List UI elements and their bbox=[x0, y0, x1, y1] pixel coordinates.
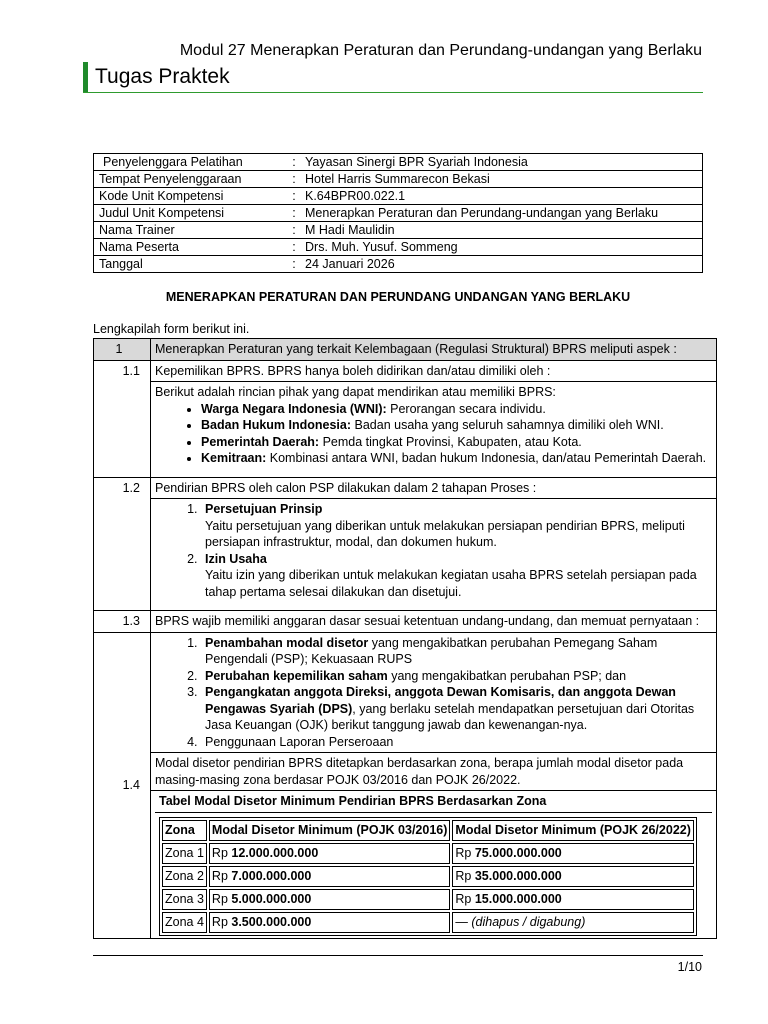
zone-cell: Zona 1 bbox=[162, 843, 207, 864]
table-row bbox=[162, 912, 694, 933]
amount: 5.000.000.000 bbox=[231, 891, 312, 906]
row-number: 1.1 bbox=[94, 360, 151, 477]
answer-cell bbox=[151, 632, 717, 753]
pojk-2016-cell bbox=[209, 912, 450, 933]
list-item bbox=[201, 450, 712, 467]
info-table bbox=[93, 153, 703, 273]
item-bold: Pengangkatan anggota Direksi, anggota Dewan Komisaris, dan anggota Dewan Pengawas Syariah (DPS) bbox=[205, 685, 676, 716]
info-value: M Hadi Maulidin bbox=[300, 222, 703, 239]
amount: 35.000.000.000 bbox=[474, 868, 562, 883]
removed-note: — (dihapus / digabung) bbox=[455, 914, 586, 929]
zone-cell: Zona 4 bbox=[162, 912, 207, 933]
amount: 75.000.000.000 bbox=[474, 845, 562, 860]
info-label: Tanggal bbox=[94, 256, 289, 273]
info-value: Yayasan Sinergi BPR Syariah Indonesia bbox=[300, 154, 703, 171]
info-separator: : bbox=[288, 256, 300, 273]
pojk-2016-cell bbox=[209, 843, 450, 864]
row-number: 1 bbox=[94, 339, 151, 361]
statement-list bbox=[155, 635, 712, 751]
item-bold: Warga Negara Indonesia (WNI): bbox=[201, 401, 387, 416]
info-row bbox=[94, 154, 703, 171]
spacer bbox=[155, 936, 712, 938]
info-separator: : bbox=[288, 205, 300, 222]
list-item bbox=[201, 734, 712, 751]
footer-divider bbox=[93, 955, 703, 956]
info-label: Nama Peserta bbox=[94, 239, 289, 256]
task-row-1-2-question bbox=[94, 477, 717, 499]
amount: 15.000.000.000 bbox=[474, 891, 562, 906]
table-row bbox=[162, 866, 694, 887]
question-text: Pendirian BPRS oleh calon PSP dilakukan dalam 2 tahapan Proses : bbox=[151, 477, 717, 499]
info-value: 24 Januari 2026 bbox=[300, 256, 703, 273]
module-header-title: Modul 27 Menerapkan Peraturan dan Perundang-undangan yang Berlaku bbox=[179, 42, 702, 59]
question-text: BPRS wajib memiliki anggaran dasar sesuai ketentuan undang-undang, dan memuat pernyataan : bbox=[151, 611, 717, 633]
answer-cell bbox=[151, 791, 717, 939]
item-text: Yaitu persetujuan yang diberikan untuk melakukan persiapan pendirian BPRS, meliputi persiapan infrastruktur, modal, dan dokumen hukum. bbox=[205, 518, 685, 549]
answer-intro: Berikut adalah rincian pihak yang dapat mendirikan atau memiliki BPRS: bbox=[155, 385, 556, 399]
task-row-1-4-question bbox=[94, 753, 717, 791]
task-row-1-1-question bbox=[94, 360, 717, 382]
item-bold: Perubahan kepemilikan saham bbox=[205, 668, 388, 683]
item-bold: Kemitraan: bbox=[201, 451, 267, 465]
info-value: Hotel Harris Summarecon Bekasi bbox=[300, 171, 703, 188]
info-separator: : bbox=[288, 171, 300, 188]
spacer bbox=[155, 467, 712, 475]
info-row bbox=[94, 256, 703, 273]
row-number: 1.3 bbox=[94, 611, 151, 633]
info-value: Menerapkan Peraturan dan Perundang-undangan yang Berlaku bbox=[300, 205, 703, 222]
info-label: Nama Trainer bbox=[94, 222, 289, 239]
info-row bbox=[94, 239, 703, 256]
info-row bbox=[94, 188, 703, 205]
currency-prefix: Rp bbox=[455, 845, 475, 860]
section-heading-accent-bar bbox=[83, 62, 88, 92]
item-text: Penggunaan Laporan Perseroaan bbox=[205, 734, 394, 749]
row-number: 1.4 bbox=[94, 632, 151, 938]
list-item bbox=[201, 684, 712, 734]
currency-prefix: Rp bbox=[211, 868, 232, 883]
zone-table bbox=[159, 817, 697, 936]
zone-cell: Zona 2 bbox=[162, 866, 207, 887]
pojk-2022-cell bbox=[452, 843, 693, 864]
pojk-2022-cell bbox=[452, 889, 693, 910]
info-separator: : bbox=[288, 239, 300, 256]
item-text: yang mengakibatkan perubahan PSP; dan bbox=[387, 668, 627, 683]
list-item bbox=[201, 635, 712, 668]
zone-cell: Zona 3 bbox=[162, 889, 207, 910]
spacer bbox=[155, 600, 712, 608]
instruction-text: Lengkapilah form berikut ini. bbox=[93, 322, 250, 336]
task-row-1-4-answer bbox=[94, 791, 717, 939]
info-label: Penyelenggara Pelatihan bbox=[94, 154, 289, 171]
info-label: Kode Unit Kompetensi bbox=[94, 188, 289, 205]
item-text: yang mengakibatkan perubahan Pemegang Saham Pengendali (PSP); Kekuasaan RUPS bbox=[205, 635, 658, 666]
currency-prefix: Rp bbox=[455, 891, 475, 906]
item-title: Persetujuan Prinsip bbox=[205, 502, 323, 516]
info-value: Drs. Muh. Yusuf. Sommeng bbox=[300, 239, 703, 256]
item-text: Pemda tingkat Provinsi, Kabupaten, atau Kota. bbox=[319, 434, 582, 449]
column-header: Modal Disetor Minimum (POJK 03/2016) bbox=[209, 820, 450, 841]
currency-prefix: Rp bbox=[455, 868, 475, 883]
info-row bbox=[94, 222, 703, 239]
info-separator: : bbox=[288, 222, 300, 239]
list-item bbox=[201, 434, 712, 451]
item-bold: Pemerintah Daerah: bbox=[201, 434, 320, 449]
section-title: Tugas Praktek bbox=[95, 65, 230, 88]
task-row-1-1-answer bbox=[94, 382, 717, 478]
pojk-2016-cell bbox=[209, 889, 450, 910]
item-text: , yang berlaku setelah mendapatkan persetujuan dari Otoritas Jasa Keuangan (OJK) berikut tanggung jawab dan kewenangan-nya. bbox=[205, 701, 695, 732]
info-value: K.64BPR00.022.1 bbox=[300, 188, 703, 205]
question-text: Modal disetor pendirian BPRS ditetapkan berdasarkan zona, berapa jumlah modal disetor pada masing-masing zona berdasar POJK 03/2016 dan POJK 26/2022. bbox=[151, 753, 717, 791]
stage-list bbox=[155, 501, 712, 600]
amount: 3.500.000.000 bbox=[231, 914, 312, 929]
task-row-1-3-answer bbox=[94, 632, 717, 753]
table-row bbox=[162, 889, 694, 910]
table-row bbox=[162, 843, 694, 864]
amount: 7.000.000.000 bbox=[231, 868, 312, 883]
pojk-2022-cell bbox=[452, 866, 693, 887]
row-number: 1.2 bbox=[94, 477, 151, 611]
amount: 12.000.000.000 bbox=[231, 845, 319, 860]
pojk-2022-cell bbox=[452, 912, 693, 933]
currency-prefix: Rp bbox=[211, 845, 232, 860]
section-heading bbox=[83, 62, 703, 93]
row-heading: Menerapkan Peraturan yang terkait Kelembagaan (Regulasi Struktural) BPRS meliputi aspek : bbox=[151, 339, 717, 361]
pojk-2016-cell bbox=[209, 866, 450, 887]
list-item bbox=[201, 401, 712, 418]
task-row-1-3-question bbox=[94, 611, 717, 633]
zone-table-header bbox=[162, 820, 694, 841]
task-row-1 bbox=[94, 339, 717, 361]
item-text: Perorangan secara individu. bbox=[386, 401, 546, 416]
info-row bbox=[94, 205, 703, 222]
list-item bbox=[201, 501, 712, 551]
item-text: Badan usaha yang seluruh sahamnya dimiliki oleh WNI. bbox=[351, 418, 664, 432]
item-title: Izin Usaha bbox=[205, 551, 267, 566]
zone-table-caption: Tabel Modal Disetor Minimum Pendirian BPRS Berdasarkan Zona bbox=[155, 793, 712, 813]
list-item bbox=[201, 551, 712, 601]
item-text: Yaitu izin yang diberikan untuk melakukan kegiatan usaha BPRS setelah persiapan pada tahap pertama selesai dilakukan dan disetujui. bbox=[205, 568, 697, 599]
currency-prefix: Rp bbox=[211, 914, 232, 929]
answer-cell bbox=[151, 499, 717, 611]
info-separator: : bbox=[288, 154, 300, 171]
item-bold: Badan Hukum Indonesia: bbox=[201, 418, 352, 432]
page-number: 1/10 bbox=[677, 960, 702, 974]
item-bold: Penambahan modal disetor bbox=[205, 635, 369, 650]
column-header: Zona bbox=[162, 820, 207, 841]
list-item bbox=[201, 668, 712, 685]
task-row-1-2-answer bbox=[94, 499, 717, 611]
answer-cell bbox=[151, 382, 717, 478]
question-text: Kepemilikan BPRS. BPRS hanya boleh didirikan dan/atau dimiliki oleh : bbox=[151, 360, 717, 382]
list-item bbox=[201, 417, 712, 434]
owner-list bbox=[155, 401, 712, 467]
item-text: Kombinasi antara WNI, badan hukum Indonesia, dan/atau Pemerintah Daerah. bbox=[266, 451, 707, 465]
currency-prefix: Rp bbox=[211, 891, 232, 906]
info-label: Judul Unit Kompetensi bbox=[94, 205, 289, 222]
column-header: Modal Disetor Minimum (POJK 26/2022) bbox=[452, 820, 693, 841]
task-table bbox=[93, 338, 717, 939]
info-label: Tempat Penyelenggaraan bbox=[94, 171, 289, 188]
info-separator: : bbox=[288, 188, 300, 205]
document-title: MENERAPKAN PERATURAN DAN PERUNDANG UNDANGAN YANG BERLAKU bbox=[165, 290, 631, 304]
info-row bbox=[94, 171, 703, 188]
